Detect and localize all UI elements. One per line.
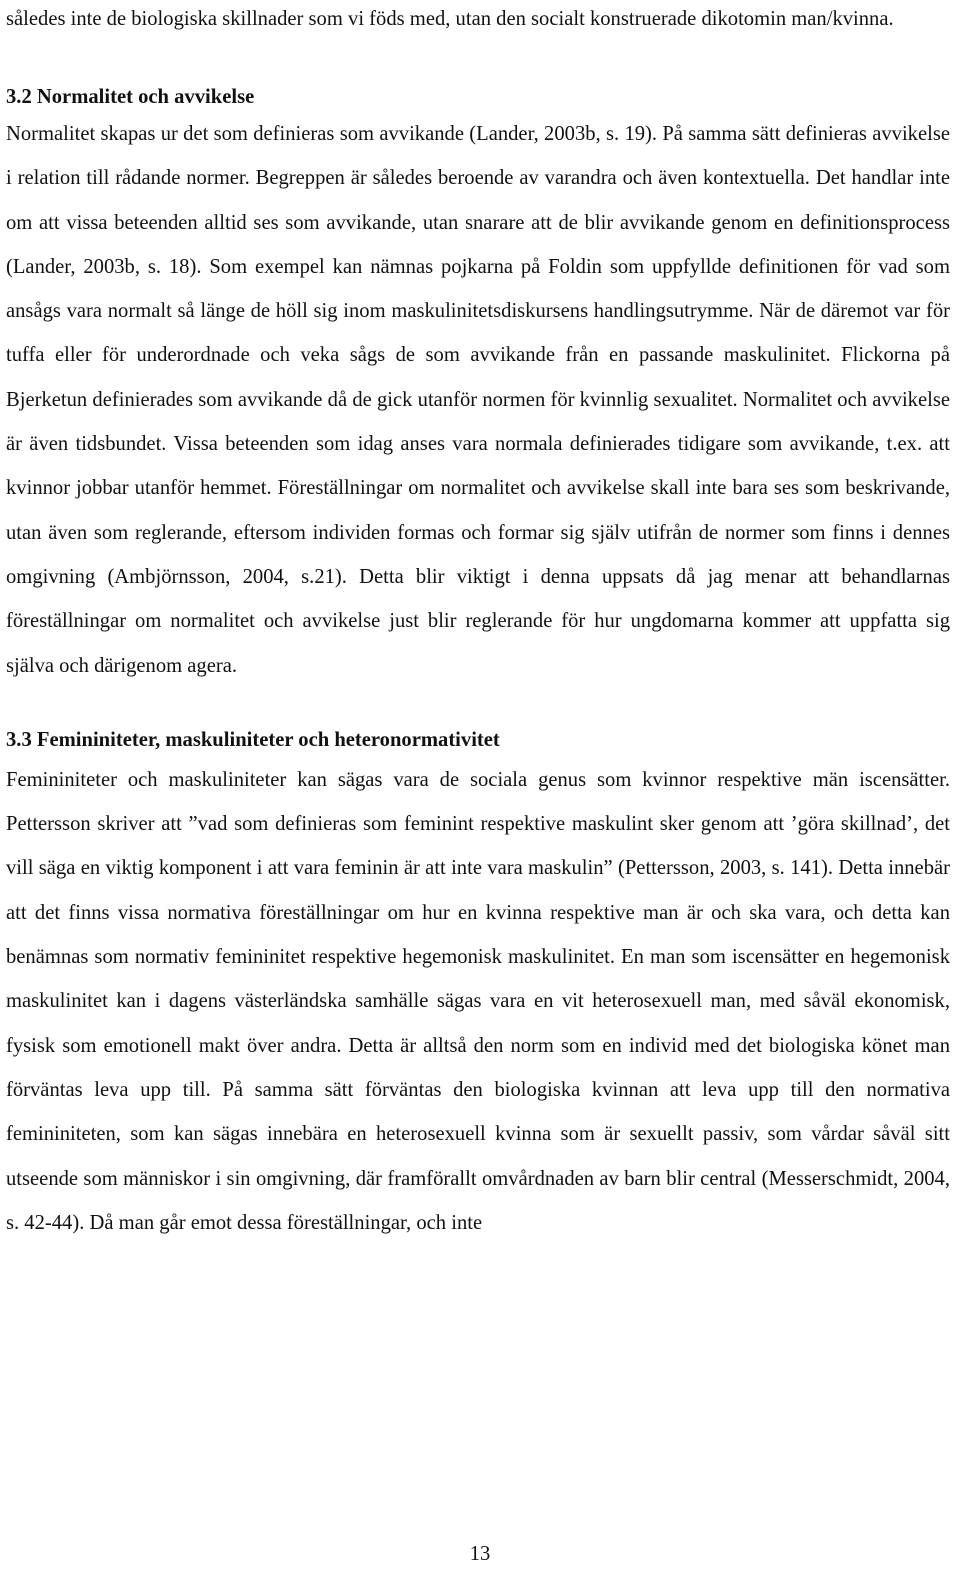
section-heading-femininiteter: 3.3 Femininiteter, maskuliniteter och heteronormativitet	[6, 728, 500, 751]
section-heading-normalitet: 3.2 Normalitet och avvikelse	[6, 86, 255, 108]
intro-paragraph: således inte de biologiska skillnader som vi föds med, utan den socialt konstruerade dikotomin man/kvinna.	[6, 8, 894, 30]
document-page	[6, 0, 950, 1245]
section-body-femininiteter: Femininiteter och maskuliniteter kan sägas vara de sociala genus som kvinnor respektive män iscensätter. Pettersson skriver att ”vad som definieras som feminint respektive maskulint sker genom att ’göra skillnad’, det vill säga en viktig komponent i att vara feminin är att inte vara maskulin” (Pettersson, 2003, s. 141). Detta innebär att det finns vissa normativa föreställningar om hur en kvinna respektive man är och ska vara, och detta kan benämnas som normativ femininitet respektive hegemonisk maskulinitet. En man som iscensätter en hegemonisk maskulinitet kan i dagens västerländska samhälle sägas vara en vit heterosexuell man, med såväl ekonomisk, fysisk som emotionell makt över andra. Detta är alltså den norm som en individ med det biologiska könet man förväntas leva upp till. På samma sätt förväntas den biologiska kvinnan att leva upp till den normativa femininiteten, som kan sägas innebära en heterosexuell kvinna som är sexuellt passiv, som vårdar såväl sitt utseende som människor i sin omgivning, där framförallt omvårdnaden av barn blir central (Messerschmidt, 2004, s. 42-44). Då man går emot dessa föreställningar, och inte	[6, 768, 950, 1234]
section-body-normalitet: Normalitet skapas ur det som definieras som avvikande (Lander, 2003b, s. 19). På samma sätt definieras avvikelse i relation till rådande normer. Begreppen är således beroende av varandra och även kontextuella. Det handlar inte om att vissa beteenden alltid ses som avvikande, utan snarare att de blir avvikande genom en definitionsprocess (Lander, 2003b, s. 18). Som exempel kan nämnas pojkarna på Foldin som uppfyllde definitionen för vad som ansågs vara normalt så länge de höll sig inom maskulinitetsdiskursens handlingsutrymme. När de däremot var för tuffa eller för underordnade och veka sågs de som avvikande från en passande maskulinitet. Flickorna på Bjerketun definierades som avvikande då de gick utanför normen för kvinnlig sexualitet. Normalitet och avvikelse är även tidsbundet. Vissa beteenden som idag anses vara normala definierades tidigare som avvikande, t.ex. att kvinnor jobbar utanför hemmet. Föreställningar om normalitet och avvikelse skall inte bara ses som beskrivande, utan även som reglerande, eftersom individen formas och formar sig själv utifrån de normer som finns i dennes omgivning (Ambjörnsson, 2004, s.21). Detta blir viktigt i denna uppsats då jag menar att behandlarnas föreställningar om normalitet och avvikelse just blir reglerande för hur ungdomarna kommer att uppfatta sig själva och därigenom agera.	[6, 123, 950, 677]
page-number: 13	[469, 1543, 491, 1565]
